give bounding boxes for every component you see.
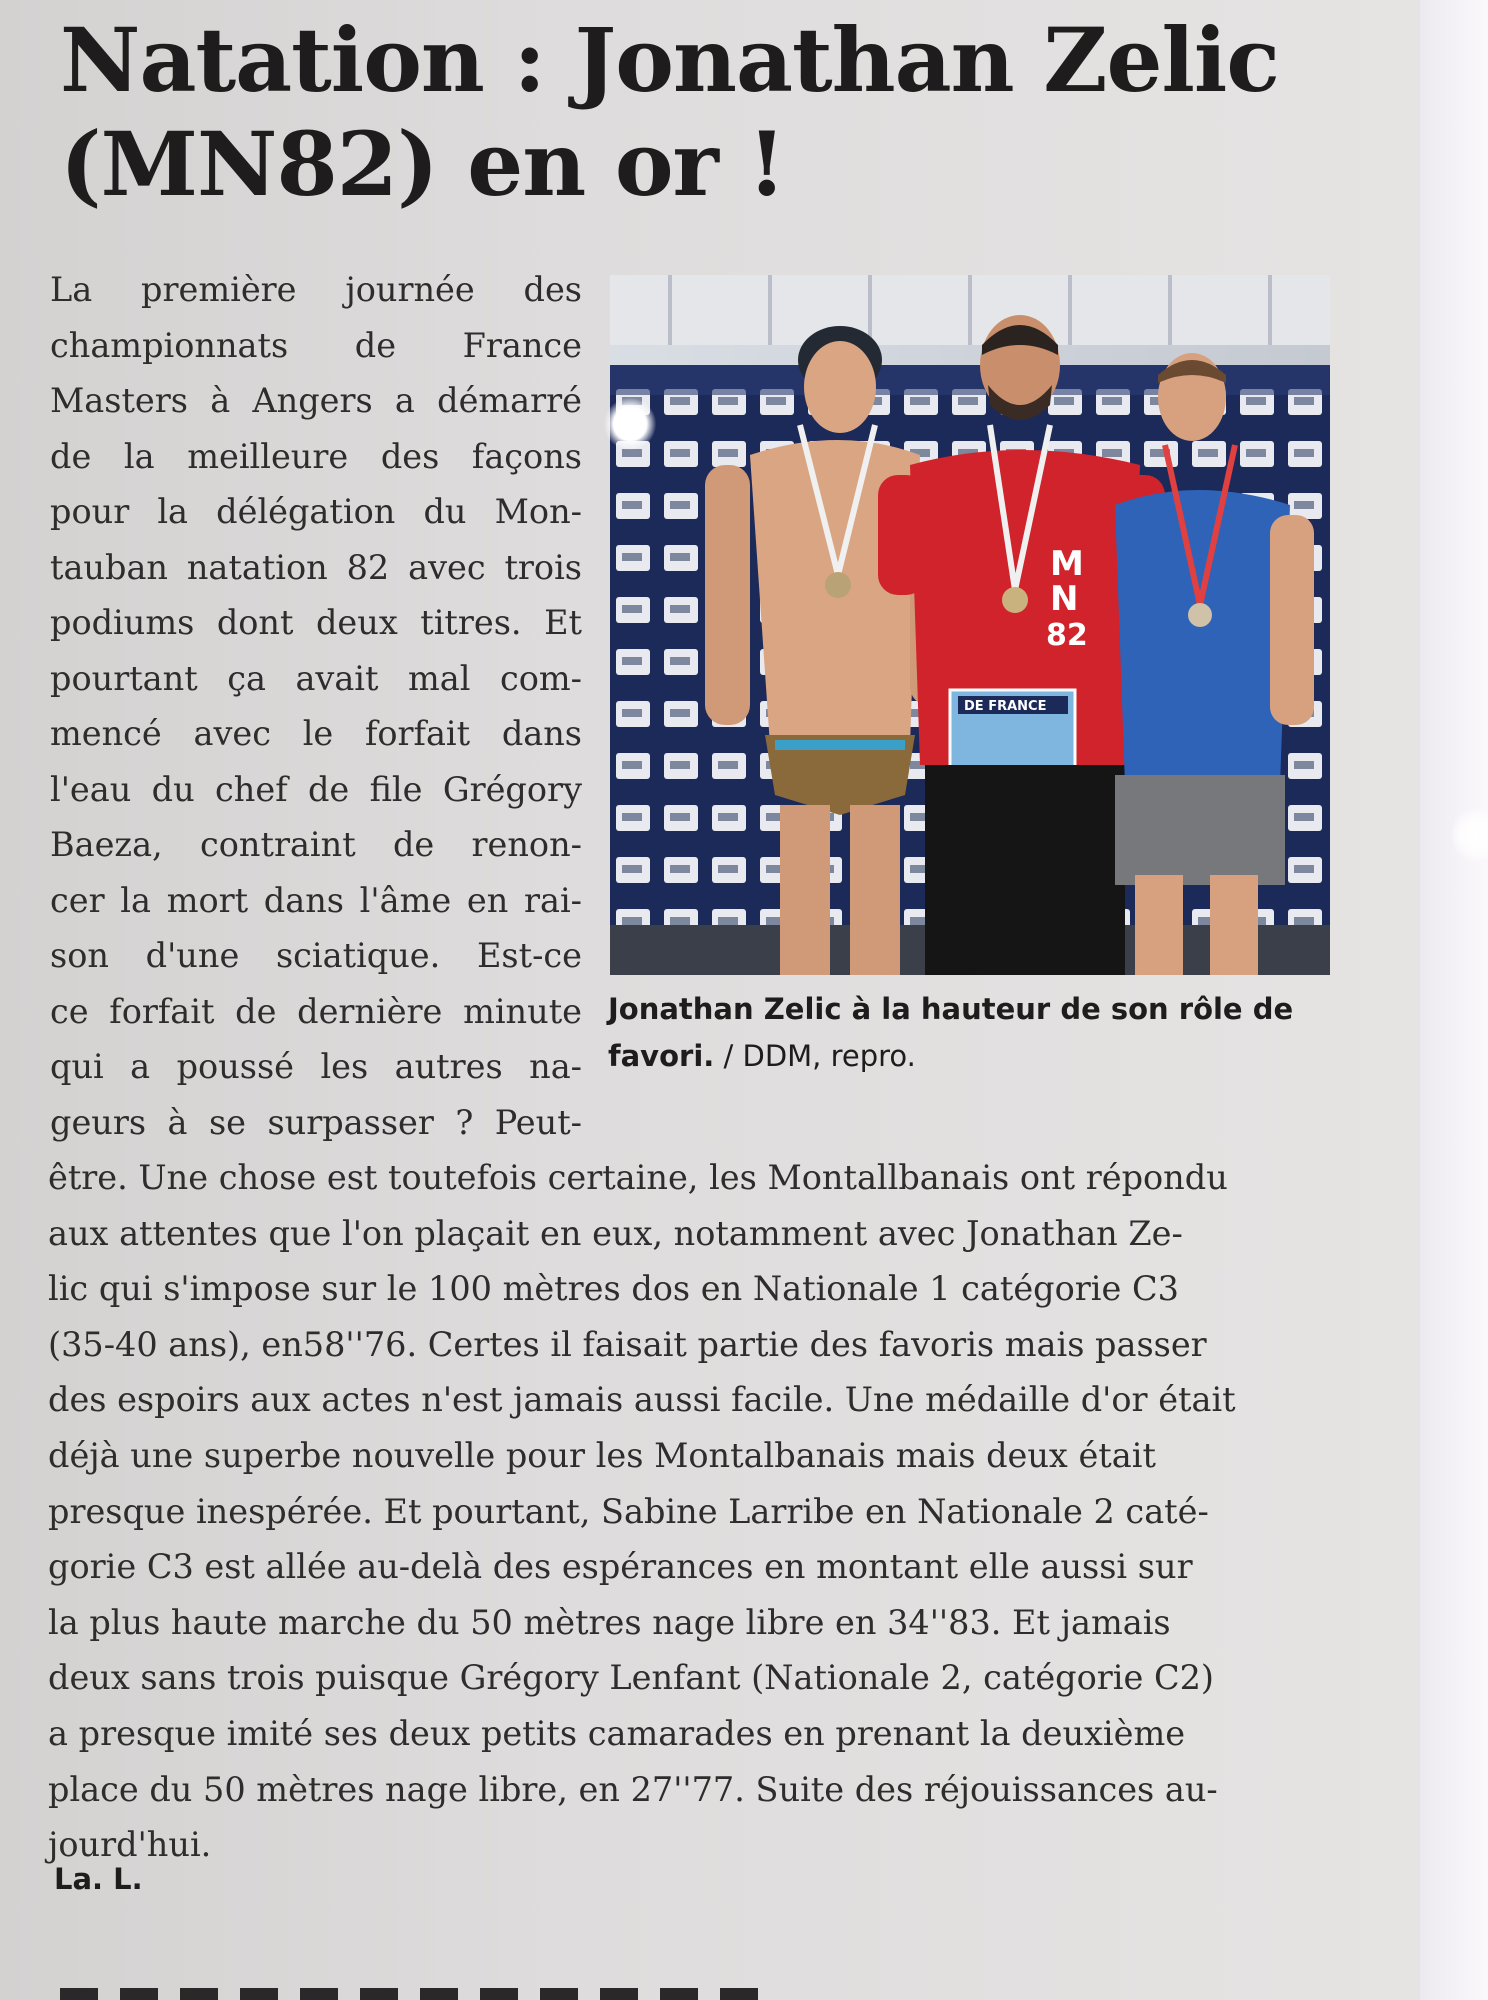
body-line: a presque imité ses deux petits camarades en prenant la deuxième (48, 1713, 1186, 1753)
author-signature: La. L. (54, 1862, 143, 1896)
body-line: (35-40 ans), en58''76. Certes il faisait partie des favoris mais passer (48, 1324, 1207, 1364)
caption-bold-line-2: favori. (608, 1039, 715, 1073)
body-line: podiums dont deux titres. Et (50, 603, 582, 642)
body-line: Masters à Angers a démarré (50, 381, 582, 420)
body-line: son d'une sciatique. Est-ce (50, 936, 582, 975)
body-line: l'eau du chef de file Grégory (50, 769, 582, 809)
photo-credit: / DDM, repro. (714, 1039, 916, 1073)
page-edge (1420, 0, 1488, 2000)
body-line: de la meilleure des façons (50, 436, 582, 476)
body-line: pourtant ça avait mal com- (50, 658, 582, 698)
body-line: pour la délégation du Mon- (50, 492, 582, 531)
body-line: geurs à se surpasser ? Peut- (50, 1102, 582, 1142)
body-line: tauban natation 82 avec trois (50, 547, 582, 587)
podium-illustration (610, 275, 1330, 975)
body-line: ce forfait de dernière minute (50, 991, 582, 1031)
article-full-width-text (48, 1150, 1326, 1873)
body-line: être. Une chose est toutefois certaine, les Montallbanais ont répondu (48, 1158, 1228, 1197)
shirt-letter: M (1050, 544, 1084, 584)
body-line: Baeza, contraint de renon- (50, 825, 582, 864)
headline-line-2: (MN82) en or ! (60, 112, 786, 216)
body-line: La première journée des (50, 270, 582, 309)
body-line: presque inespérée. Et pourtant, Sabine Larribe en Nationale 2 caté- (48, 1491, 1209, 1531)
body-line: deux sans trois puisque Grégory Lenfant (Nationale 2, catégorie C2) (48, 1658, 1214, 1698)
body-line: place du 50 mètres nage libre, en 27''77. Suite des réjouissances au- (48, 1769, 1218, 1809)
body-line: championnats de France (50, 325, 582, 365)
body-line: mencé avec le forfait dans (50, 714, 582, 753)
photo-caption (608, 986, 1328, 1080)
body-line: des espoirs aux actes n'est jamais aussi facile. Une médaille d'or était (48, 1380, 1236, 1420)
shirt-letter: 82 (1046, 618, 1088, 653)
article-headline (60, 8, 1400, 216)
next-article-headline-fragment (60, 1988, 780, 2000)
light-glare (604, 398, 656, 450)
podium-photo (610, 275, 1330, 975)
body-line: jourd'hui. (48, 1825, 212, 1865)
body-line: lic qui s'impose sur le 100 mètres dos en Nationale 1 catégorie C3 (48, 1269, 1179, 1309)
body-line: déjà une superbe nouvelle pour les Montalbanais mais deux était (48, 1435, 1156, 1475)
body-line: gorie C3 est allée au-delà des espérances en montant elle aussi sur (48, 1547, 1193, 1587)
body-line: qui a poussé les autres na- (50, 1047, 582, 1086)
body-line: cer la mort dans l'âme en rai- (50, 880, 582, 920)
caption-bold-line-1: Jonathan Zelic à la hauteur de son rôle de (608, 992, 1294, 1026)
article-left-column (50, 262, 582, 1150)
shirt-letter: N (1050, 579, 1079, 619)
body-line: la plus haute marche du 50 mètres nage libre en 34''83. Et jamais (48, 1602, 1171, 1642)
headline-line-1: Natation : Jonathan Zelic (60, 8, 1279, 112)
body-line: aux attentes que l'on plaçait en eux, notamment avec Jonathan Ze- (48, 1213, 1183, 1253)
diploma-text: DE FRANCE (964, 699, 1047, 714)
